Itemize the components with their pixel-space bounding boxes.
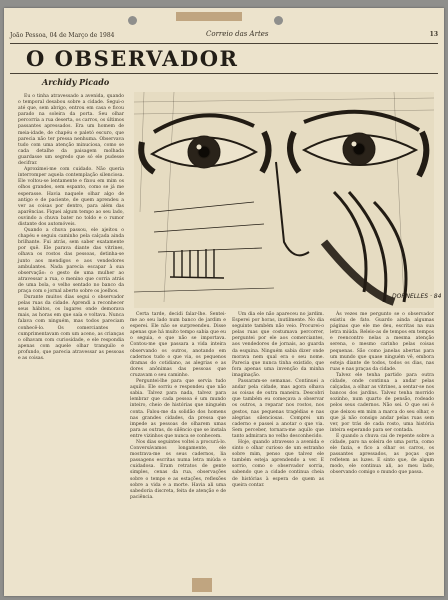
text-column-4: Às vezes me pergunto se o observador existiu de fato. Guardo ainda algumas páginas que ele me deu, escritas na sua letra miúda. Releio-as de tempos em tempos e reencontro nelas a mesma atenção serena, o mesmo carinho pelas coisas pequenas. São como janelas abertas para um mundo que quase ninguém vê, embora esteja diante de todos, todos os dias, nas ruas e nas praças da cidade. Talvez ele tenha partido para outra cidade, onde continua a andar pelas calçadas, a olhar as vitrines, a sentar-se nos bancos dos jardins. Talvez tenha morrido sozinho, num quarto de pensão, rodeado pelos seus cadernos. Não sei. O que sei é que deixou em mim a marca do seu olhar, e que já não consigo andar pelas ruas sem ver, por trás de cada rosto, uma história inteira esperando para ser contada. E quando a chuva cai de repente sobre a cidade, paro na soleira de uma porta, como ele fazia, e fico a olhar os carros, os passantes apressados, as poças que refletem as luzes. E sinto que, de algum modo, ele continua ali, ao meu lado, observando comigo o mundo que passa. [330,312,434,476]
illustration-signature: DORNELLES · 84 [392,293,442,300]
tape-strip [176,12,242,21]
dateline: João Pessoa, 04 de Março de 1984 [10,32,115,39]
text-column-1: Eu o tinha atravessado a avenida, quando o temporal desabou sobre a cidade. Segui-o até que, sem abrigo, entrou em casa e ficou parado na soleira da porta. Seu olhar percorria a rua deserta, os carros, os últimos passantes apressados. Era um homem de meia-idade, de chapéu e paletó escuro, que parecia não ter pressa nenhuma. Observava tudo com uma atenção minuciosa, como se cada detalhe da paisagem molhada guardasse um segredo que só ele pudesse decifrar. Aproximei-me com cuidado. Não queria interromper aquela contemplação silenciosa. Ele voltou-se lentamente e fixou em mim os olhos grandes, sem espanto, como se já me esperasse. Havia naquele olhar algo de antigo e de paciente, de quem aprendeu a ver as coisas por dentro, para além das aparências. Fiquei algum tempo ao seu lado, ouvindo a chuva bater no toldo e o rumor distante dos automóveis. Quando a chuva passou, ele ajeitou o chapéu e seguiu caminho pela calçada ainda brilhante. Fui atrás, sem saber exatamente por quê. Ele parava diante das vitrines, olhava os rostos das pessoas, detinha-se junto aos mendigos e aos vendedores ambulantes. Nada parecia escapar à sua observação: o gesto de uma mulher ao atravessar a rua, o menino que corria atrás de uma bola, o velho sentado no banco da praça com o jornal aberto sobre os joelhos. Durante muitos dias segui o observador pelas ruas da cidade. Aprendi a reconhecer seus hábitos, os lugares onde demorava mais, as horas em que saía e voltava. Nunca falava com ninguém, mas todos pareciam conhecê-lo. Os comerciantes o cumprimentavam com um aceno, as crianças o olhavam com curiosidade, e ele respondia apenas com aquele olhar tranquilo e profundo, que parecia atravessar as pessoas e as coisas. [18,94,124,362]
punch-hole [128,16,137,25]
page-header [10,28,438,42]
text-column-3: Um dia ele não apareceu no jardim. Esperei por horas, inutilmente. No dia seguinte também não veio. Procurei-o pelas ruas que costumava percorrer, perguntei por ele aos comerciantes, aos vendedores de jornais, ao guarda da esquina. Ninguém sabia dizer onde morava nem qual era o seu nome. Parecia que nunca tinha existido, que fora apenas uma invenção da minha imaginação. Passaram-se semanas. Continuei a andar pela cidade, mas agora olhava as coisas de outra maneira. Descobri que também eu começava a observar os outros, a reparar nos rostos, nos gestos, nas pequenas tragédias e nas alegrias silenciosas. Comprei um caderno e passei a anotar o que via. Sem perceber, tornara-me aquilo que tanto admirara no velho desconhecido. Hoje, quando atravesso a avenida e sinto o olhar curioso de um estranho sobre mim, penso que talvez ele também esteja aprendendo a ver. E sorrio, como o observador sorria, sabendo que a cidade continua cheia de histórias à espera de quem as queira contar. [232,312,324,488]
page-number: 13 [429,31,438,38]
punch-hole [274,16,283,25]
newspaper-page [4,8,444,596]
text-column-2: Certa tarde, decidi falar-lhe. Sentei-me ao seu lado num banco de jardim e esperei. Ele não se surpreendeu. Disse apenas que há muito tempo sabia que eu o seguia, e que não se importava. Contou-me que passara a vida inteira observando os outros, anotando em cadernos tudo o que via, os pequenos dramas do cotidiano, as alegrias e as dores anônimas das pessoas que cruzavam o seu caminho. Perguntei-lhe para que servia tudo aquilo. Ele sorriu e respondeu que não sabia. Talvez para nada, talvez para lembrar que cada pessoa é um mundo inteiro, cheio de histórias que ninguém conta. Falou-me da solidão dos homens nas grandes cidades, da pressa que impede as pessoas de olharem umas para as outras, do silêncio que se instala entre vizinhos que nunca se conhecem. Nos dias seguintes voltei a procurá-lo. Conversávamos longamente, ele mostrava-me os seus cadernos, lia passagens escritas numa letra miúda e cuidadosa. Eram retratos de gente simples, cenas da rua, observações sobre o tempo e as estações, reflexões sobre a vida e a morte. Havia ali uma sabedoria discreta, feita de atenção e de paciência. [130,312,226,500]
article-author: Archidy Picado [42,77,110,87]
section-name: Correio das Artes [206,30,269,38]
eyes-illustration [134,92,442,308]
header-rule [10,43,438,44]
title-rule [10,73,438,74]
article-title: O OBSERVADOR [26,46,239,71]
